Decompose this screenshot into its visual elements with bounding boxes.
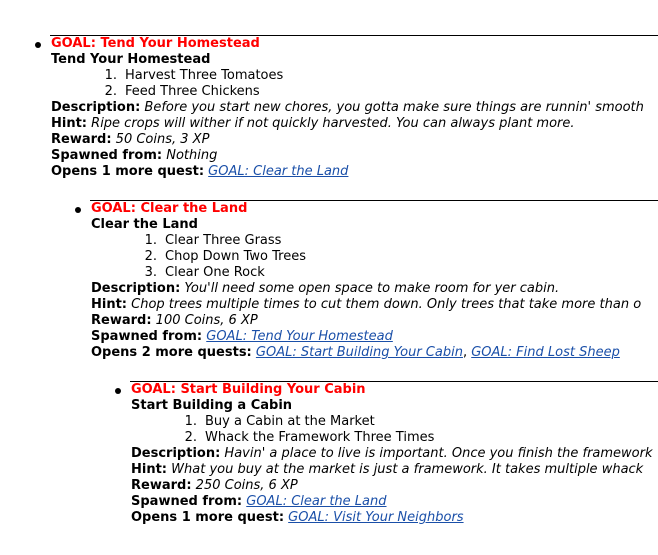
quest-spawned-from: Spawned from: GOAL: Clear the Land: [131, 494, 387, 509]
quest-bullet: [115, 388, 121, 394]
quest-link-clear-land[interactable]: GOAL: Clear the Land: [208, 164, 349, 179]
task-item: 1 . Harvest Three Tomatoes: [51, 68, 658, 84]
quest-link-start-building-cabin[interactable]: GOAL: Start Building Your Cabin: [255, 345, 463, 360]
quest-block-clear-land: [91, 201, 658, 361]
quest-hint: Hint: Ripe crops will wither if not quickly harvested. You can always plant more.: [51, 116, 575, 131]
quest-name: Start Building a Cabin: [131, 398, 293, 413]
quest-spawned-from: Spawned from: Nothing: [51, 148, 218, 163]
quest-block-tend-homestead: [51, 36, 658, 180]
quest-bullet: [75, 207, 81, 213]
task-item: 1 . Clear Three Grass: [91, 233, 658, 249]
quest-link-visit-neighbors[interactable]: GOAL: Visit Your Neighbors: [288, 510, 464, 525]
quest-block-start-building-cabin: [131, 382, 658, 526]
task-item: 2 . Feed Three Chickens: [51, 84, 658, 100]
quest-reward: Reward: 100 Coins, 6 XP: [91, 313, 258, 328]
quest-goal-title: GOAL: Clear the Land: [91, 201, 248, 216]
quest-description: Description: You'll need some open space to make room for yer cabin.: [91, 281, 560, 296]
quest-goal-title: GOAL: Start Building Your Cabin: [131, 382, 366, 397]
quest-link-clear-land[interactable]: GOAL: Clear the Land: [246, 494, 387, 509]
quest-reward: Reward: 50 Coins, 3 XP: [51, 132, 210, 147]
quest-reward: Reward: 250 Coins, 6 XP: [131, 478, 298, 493]
quest-description: Description: Before you start new chores, you gotta make sure things are runnin' smooth: [51, 100, 644, 115]
quest-opens: Opens 1 more quest: GOAL: Visit Your Neighbors: [131, 510, 464, 525]
task-item: 2 . Whack the Framework Three Times: [131, 430, 658, 446]
quest-opens: Opens 2 more quests: GOAL: Start Building Your Cabin, GOAL: Find Lost Sheep: [91, 345, 620, 360]
task-item: 2 . Chop Down Two Trees: [91, 249, 658, 265]
quest-bullet: [35, 42, 41, 48]
quest-hint: Hint: What you buy at the market is just a framework. It takes multiple whack: [131, 462, 644, 477]
quest-name: Tend Your Homestead: [51, 52, 211, 67]
link-separator: ,: [462, 345, 472, 360]
quest-goal-title: GOAL: Tend Your Homestead: [51, 36, 260, 51]
quest-description: Description: Havin' a place to live is important. Once you finish the framework: [131, 446, 653, 461]
quest-spawned-from: Spawned from: GOAL: Tend Your Homestead: [91, 329, 393, 344]
quest-link-find-lost-sheep[interactable]: GOAL: Find Lost Sheep: [471, 345, 620, 360]
quest-opens: Opens 1 more quest: GOAL: Clear the Land: [51, 164, 349, 179]
quest-hint: Hint: Chop trees multiple times to cut them down. Only trees that take more than o: [91, 297, 642, 312]
quest-link-tend-homestead[interactable]: GOAL: Tend Your Homestead: [206, 329, 393, 344]
task-item: 3 . Clear One Rock: [91, 265, 658, 281]
quest-name: Clear the Land: [91, 217, 198, 232]
task-item: 1 . Buy a Cabin at the Market: [131, 414, 658, 430]
